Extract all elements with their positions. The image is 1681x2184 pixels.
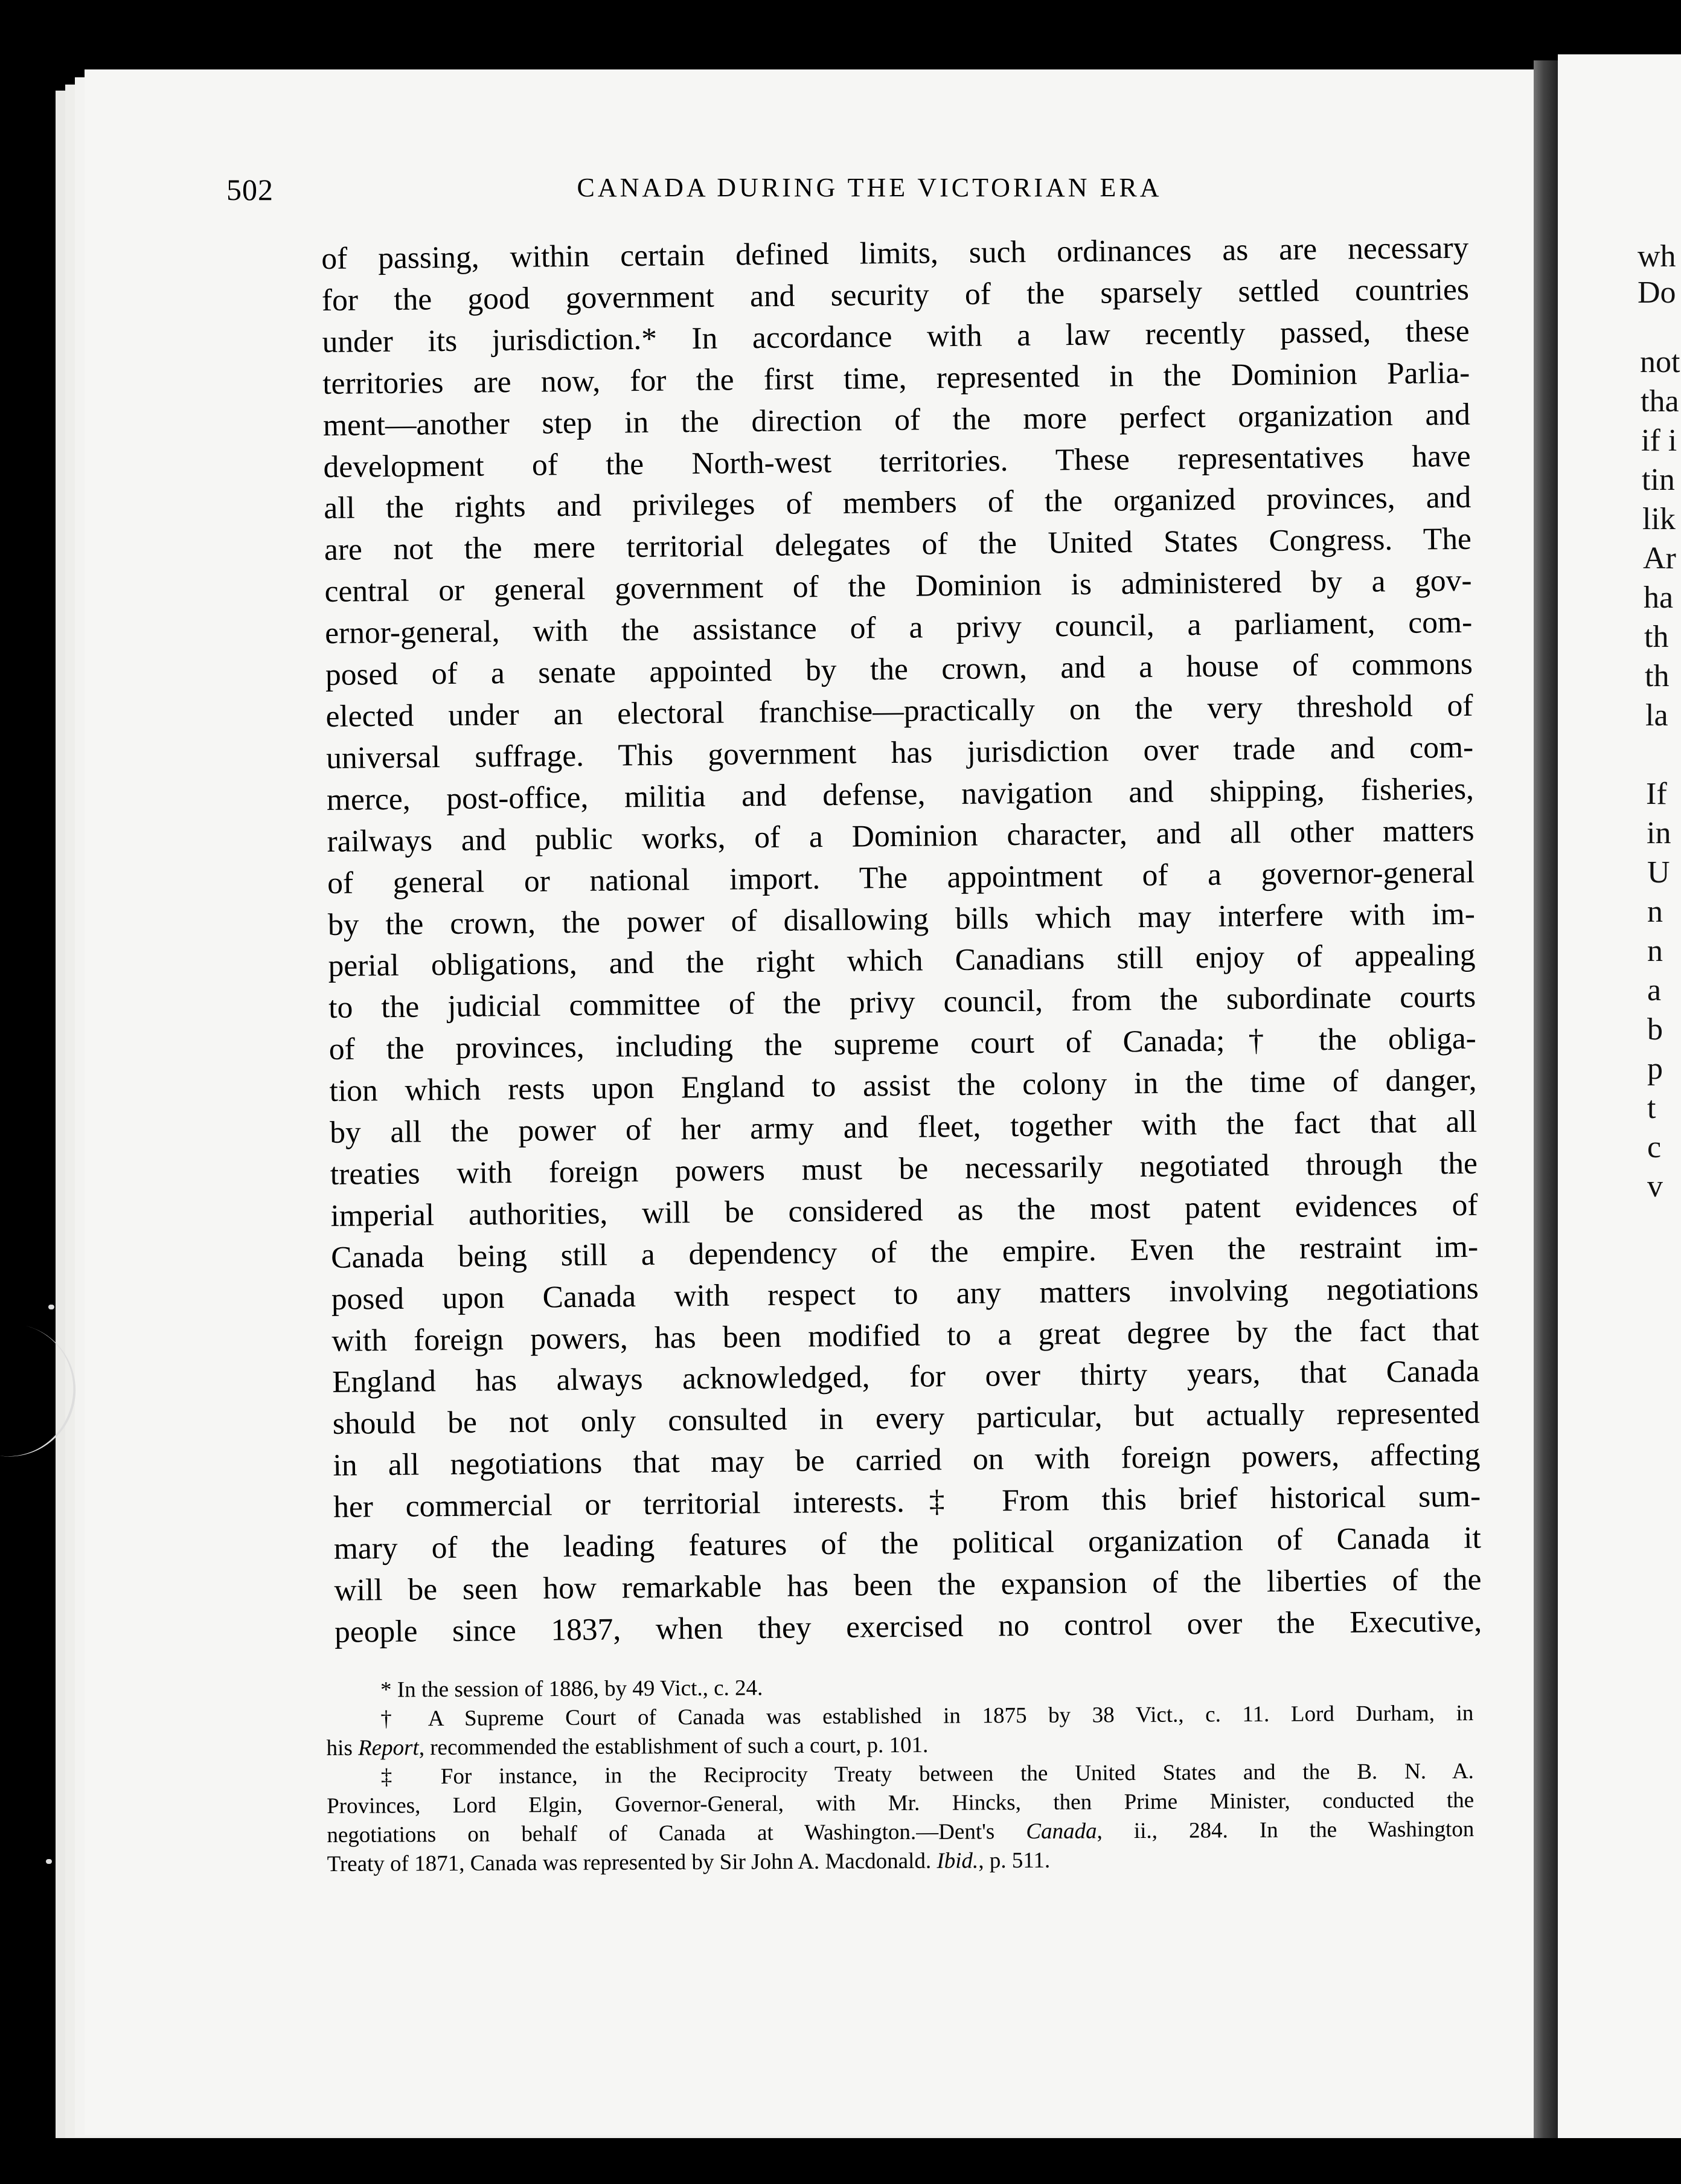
facing-page-text-fragment: in <box>1647 816 1671 850</box>
body-line: territories are now, for the first time, represented in the Dominion Parlia- <box>322 355 1470 401</box>
facing-page-text-fragment: lik <box>1642 502 1676 536</box>
body-line: treaties with foreign powers must be necessarily negotiated through the <box>330 1146 1478 1192</box>
footnote-1: * In the session of 1886, by 49 Vict., c. 24. <box>380 1675 763 1703</box>
facing-page-text-fragment: c <box>1647 1130 1662 1164</box>
footnote-3-line-4: Treaty of 1871, Canada was represented by Sir John A. Macdonald. Ibid., p. 511. <box>327 1848 1051 1877</box>
facing-page-text-fragment: v <box>1647 1169 1663 1204</box>
body-line: her commercial or territorial interests.‡ From this brief historical sum- <box>333 1479 1481 1525</box>
facing-page-text-fragment: a <box>1647 973 1662 1007</box>
facing-page-text-fragment: Ar <box>1643 541 1676 576</box>
scan-speck <box>46 1859 52 1864</box>
body-line: mary of the leading features of the political organization of Canada it <box>333 1520 1482 1566</box>
body-line: railways and public works, of a Dominion character, and all other matters <box>327 813 1474 859</box>
body-line: imperial authorities, will be considered as the most patent evidences of <box>330 1187 1478 1233</box>
footnote-3-line-3: negotiations on behalf of Canada at Washington.—Dent's Canada, ii., 284. In the Washington <box>327 1817 1474 1848</box>
footnote-3-line-1: ‡ For instance, in the Reciprocity Treaty between the United States and the B. N. A. <box>380 1759 1474 1790</box>
body-line: of the provinces, including the supreme court of Canada;† the obliga- <box>328 1021 1477 1067</box>
footnote-2-line-2: his Report, recommended the establishment of such a court, p. 101. <box>326 1732 929 1761</box>
book-gutter <box>1534 60 1558 2138</box>
facing-page-text-fragment: Do <box>1638 275 1676 310</box>
body-line: posed upon Canada with respect to any matters involving negotiations <box>331 1271 1479 1317</box>
facing-page-text-fragment: U <box>1647 855 1670 890</box>
body-line: of general or national import. The appointment of a governor-general <box>327 855 1475 901</box>
body-line: posed of a senate appointed by the crown, and a house of commons <box>325 646 1473 693</box>
facing-page-text-fragment: If <box>1646 777 1667 811</box>
body-line: ernor-general, with the assistance of a privy council, a parliament, com- <box>325 605 1473 651</box>
body-line: under its jurisdiction.* In accordance with a law recently passed, these <box>322 313 1470 359</box>
facing-page-text-fragment: n <box>1647 894 1663 929</box>
footnote-2-line-1: † A Supreme Court of Canada was established in 1875 by 38 Vict., c. 11. Lord Durham, in <box>380 1701 1474 1732</box>
body-line: central or general government of the Dominion is administered by a gov- <box>324 563 1472 609</box>
page-number: 502 <box>226 173 274 207</box>
body-line: by the crown, the power of disallowing bills which may interfere with im- <box>327 896 1476 942</box>
page-header <box>226 172 1513 220</box>
body-line: development of the North-west territories. These representatives have <box>323 438 1471 484</box>
body-line: are not the mere territorial delegates of the United States Congress. The <box>324 522 1472 568</box>
body-line: perial obligations, and the right which Canadians still enjoy of appealing <box>328 938 1476 984</box>
facing-page-text-fragment: ha <box>1644 580 1674 615</box>
facing-page-text-fragment: th <box>1644 620 1669 654</box>
body-line: elected under an electoral franchise—practically on the very threshold of <box>325 688 1473 734</box>
facing-page-text-fragment: not <box>1640 345 1680 379</box>
facing-page-text-fragment: p <box>1647 1052 1663 1086</box>
body-line: all the rights and privileges of members of the organized provinces, and <box>324 480 1471 526</box>
body-line: Canada being still a dependency of the empire. Even the restraint im- <box>330 1229 1479 1275</box>
body-text <box>321 228 1482 1654</box>
facing-page-text-fragment: th <box>1645 659 1670 693</box>
body-line: merce, post-office, militia and defense, navigation and shipping, fisheries, <box>326 771 1474 817</box>
running-head: CANADA DURING THE VICTORIAN ERA <box>577 173 1162 202</box>
facing-page-text-fragment: tin <box>1642 463 1675 497</box>
body-line: universal suffrage. This government has jurisdiction over trade and com- <box>325 730 1474 776</box>
body-line: to the judicial committee of the privy council, from the subordinate courts <box>328 980 1476 1026</box>
facing-page-text-fragment: wh <box>1638 239 1676 274</box>
body-line: ment—another step in the direction of the more perfect organization and <box>322 397 1471 443</box>
body-line: should be not only consulted in every particular, but actually represented <box>332 1396 1481 1442</box>
body-line: in all negotiations that may be carried on with foreign powers, affecting <box>333 1437 1481 1483</box>
footnote-3-line-2: Provinces, Lord Elgin, Governor-General, with Mr. Hincks, then Prime Minister, conducted the <box>327 1788 1474 1819</box>
body-line: of passing, within certain defined limits, such ordinances as are necessary <box>321 230 1469 276</box>
body-line: England has always acknowledged, for over thirty years, that Canada <box>331 1354 1480 1400</box>
body-line: by all the power of her army and fleet, together with the fact that all <box>329 1104 1478 1150</box>
facing-page-text-fragment: if i <box>1641 423 1677 458</box>
facing-page-text-fragment: la <box>1645 698 1668 733</box>
facing-page <box>1558 54 1681 2138</box>
facing-page-text-fragment: t <box>1647 1091 1656 1125</box>
body-line: will be seen how remarkable has been the expansion of the liberties of the <box>334 1562 1482 1608</box>
scan-speck <box>48 1305 54 1309</box>
facing-page-text-fragment: b <box>1647 1012 1663 1047</box>
facing-page-text-fragment: n <box>1647 934 1663 968</box>
facing-page-text-fragment: tha <box>1641 384 1679 419</box>
footnotes <box>326 1670 1474 1879</box>
body-line: people since 1837, when they exercised no control over the Executive, <box>334 1604 1482 1649</box>
body-line: with foreign powers, has been modified to a great degree by the fact that <box>331 1312 1479 1358</box>
body-line: for the good government and security of the sparsely settled countries <box>321 272 1470 318</box>
body-line: tion which rests upon England to assist the colony in the time of danger, <box>329 1062 1477 1109</box>
